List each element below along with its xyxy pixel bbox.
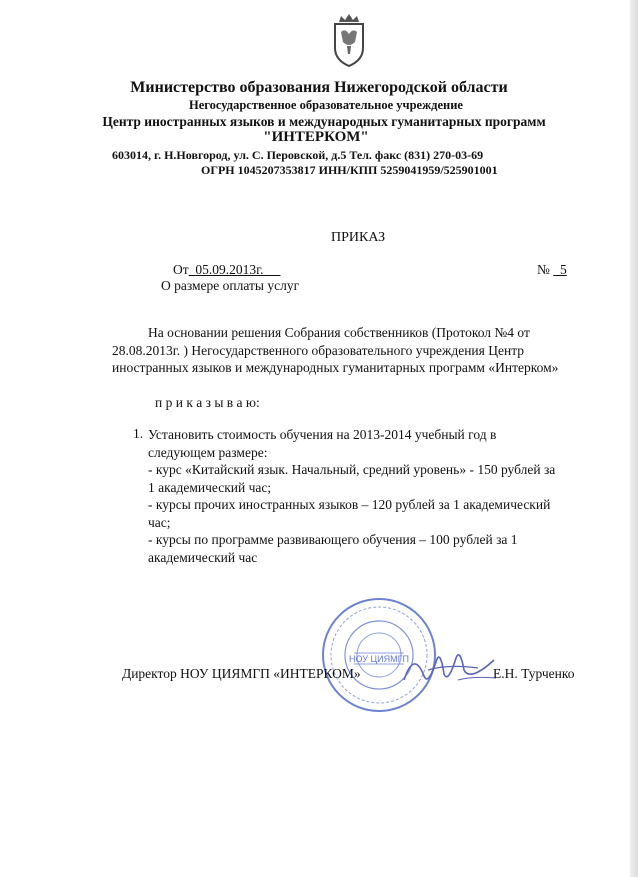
item-number: 1. (133, 426, 144, 441)
basis-paragraph (112, 324, 558, 377)
item-line: - курсы прочих иностранных языков – 120 рублей за 1 академический (148, 497, 551, 512)
address-line: 603014, г. Н.Новгород, ул. С. Перовской, д.5 Тел. факс (831) 270-03-69 (112, 148, 484, 162)
director-position: Директор НОУ ЦИЯМГП «ИНТЕРКОМ» (122, 666, 361, 681)
item-body (148, 426, 555, 566)
order-number-line (537, 262, 567, 278)
item-line: Установить стоимость обучения на 2013-2014 учебный год в (148, 427, 497, 442)
institution-name: Центр иностранных языков и международных гуманитарных программ (102, 114, 546, 129)
order-date-line (173, 262, 280, 278)
director-name: Е.Н. Турченко (493, 666, 575, 681)
basis-line-2: 28.08.2013г. ) Негосударственного образовательного учреждения Центр (112, 342, 525, 358)
order-number-prefix: № (537, 262, 550, 277)
item-line: 1 академический час; (148, 479, 272, 495)
order-title: ПРИКАЗ (331, 230, 386, 245)
order-subject: О размере оплаты услуг (161, 278, 300, 293)
item-line: час; (148, 514, 171, 530)
ministry-heading: Министерство образования Нижегородской области (130, 79, 508, 96)
order-number: 5 (560, 262, 567, 277)
decree-word: п р и к а з ы в а ю: (155, 395, 260, 410)
basis-line-3: иностранных языков и международных гуманитарных программ «Интерком» (112, 360, 559, 375)
institution-short-name: "ИНТЕРКОМ" (263, 129, 369, 145)
basis-line-1: На основании решения Собрания собственников (Протокол №4 от (148, 325, 530, 340)
institution-type: Негосударственное образовательное учреждение (189, 98, 463, 112)
coat-of-arms-icon (331, 12, 367, 68)
item-line: - курсы по программе развивающего обучения – 100 рублей за 1 (148, 532, 518, 547)
item-line: - курс «Китайский язык. Начальный, средний уровень» - 150 рублей за (148, 462, 556, 477)
seal-center-text: НОУ ЦИЯМГП (349, 654, 409, 664)
order-date: 05.09.2013г. (195, 262, 264, 277)
registry-line: ОГРН 1045207353817 ИНН/КПП 5259041959/525901001 (201, 163, 498, 177)
order-date-prefix: От (173, 262, 189, 277)
item-line: академический час (148, 549, 258, 565)
item-line: следующем размере: (148, 444, 268, 460)
handwritten-signature (398, 640, 508, 694)
